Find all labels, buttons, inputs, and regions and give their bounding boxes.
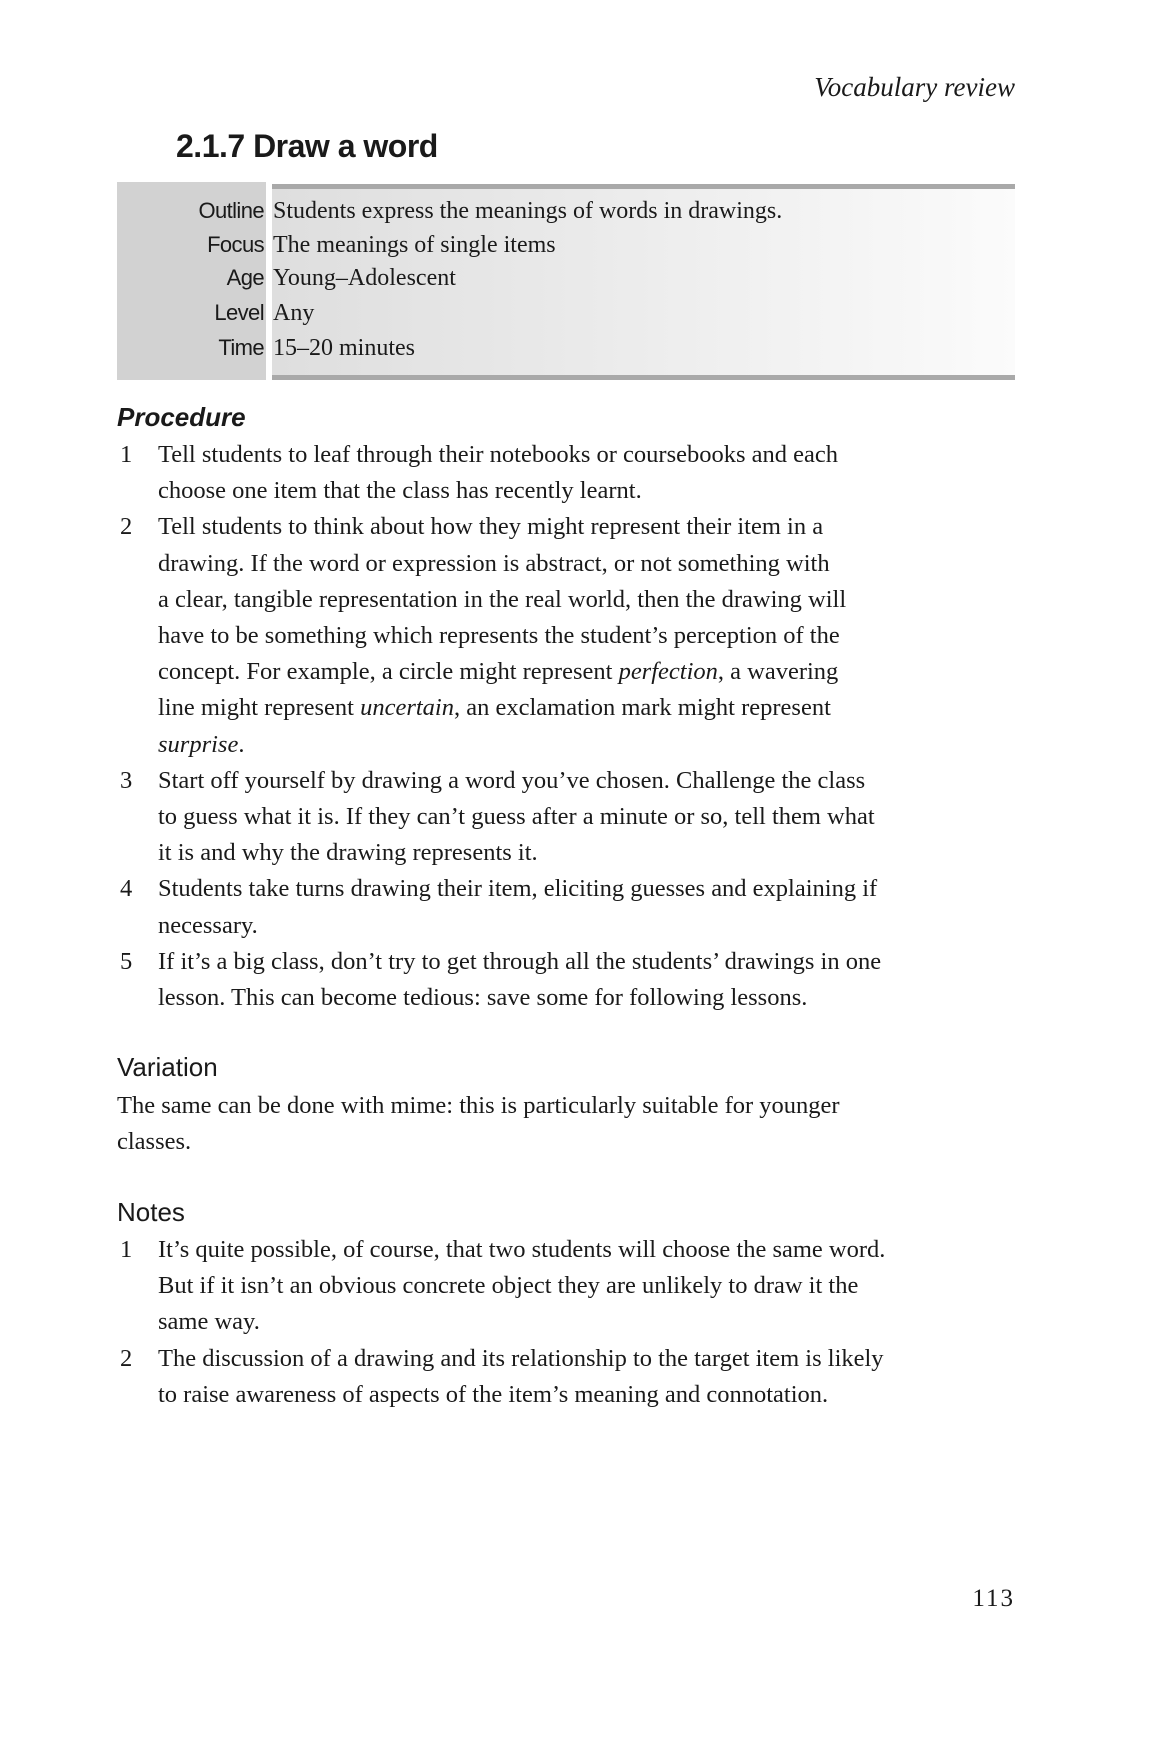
list-item	[117, 437, 1017, 509]
text-segment: to guess what it is. If they can’t guess after a minute or so, tell them what	[158, 803, 875, 831]
text-segment: same way.	[158, 1308, 260, 1336]
text-segment: lesson. This can become tedious: save some for following lessons.	[158, 984, 808, 1012]
info-row-focus	[117, 228, 1015, 262]
text-line	[158, 1341, 1017, 1377]
text-line	[158, 835, 1017, 871]
divider	[272, 375, 1015, 380]
activity-info-box	[117, 182, 1015, 380]
text-segment: It’s quite possible, of course, that two students will choose the same word.	[158, 1236, 886, 1263]
info-label: Outline	[198, 198, 264, 223]
text-segment: But if it isn’t an obvious concrete object they are unlikely to draw it the	[158, 1272, 859, 1300]
notes-heading: Notes	[117, 1197, 185, 1227]
procedure-list	[117, 437, 1017, 1016]
variation-heading: Variation	[117, 1052, 218, 1082]
text-line	[158, 980, 1017, 1016]
info-row-time	[117, 331, 1015, 365]
info-value: Young–Adolescent	[273, 265, 456, 291]
text-line	[117, 1124, 840, 1160]
text-segment: The same can be done with mime: this is particularly suitable for younger	[117, 1092, 840, 1119]
divider	[272, 184, 1015, 189]
item-number: 2	[120, 1344, 133, 1372]
text-segment: concept. For example, a circle might represent	[158, 658, 619, 686]
emphasized-term: surprise	[158, 730, 239, 758]
text-segment: Tell students to think about how they might represent their item in a	[158, 513, 824, 541]
text-line	[158, 509, 1017, 545]
text-line	[158, 1377, 1017, 1413]
text-line	[158, 582, 1017, 618]
text-segment: Start off yourself by drawing a word you’ve chosen. Challenge the class	[158, 766, 866, 794]
info-value: Students express the meanings of words in drawings.	[273, 198, 783, 224]
list-item	[117, 944, 1017, 1016]
item-number: 4	[120, 875, 133, 903]
text-line	[158, 871, 1017, 907]
info-label: Level	[214, 300, 264, 325]
page-number: 113	[972, 1585, 1015, 1612]
text-segment: to raise awareness of aspects of the item’s meaning and connotation.	[158, 1380, 829, 1408]
text-line	[158, 437, 1017, 473]
info-row-outline	[117, 194, 1015, 228]
section-title: 2.1.7 Draw a word	[176, 128, 438, 164]
text-segment: .	[238, 730, 245, 758]
item-number: 1	[120, 441, 133, 468]
text-segment: , an exclamation mark might represent	[453, 694, 831, 722]
text-line	[158, 763, 1017, 799]
variation-text	[117, 1088, 840, 1160]
notes-list	[117, 1232, 1017, 1413]
text-line	[158, 618, 1017, 654]
text-segment: If it’s a big class, don’t try to get through all the students’ drawings in one	[158, 947, 882, 975]
list-item	[117, 871, 1017, 943]
text-segment: a clear, tangible representation in the real world, then the drawing will	[158, 585, 847, 613]
procedure-heading: Procedure	[117, 402, 246, 432]
text-line	[158, 1232, 1017, 1268]
text-segment: necessary.	[158, 911, 258, 939]
text-segment: it is and why the drawing represents it.	[158, 839, 538, 867]
text-line	[158, 944, 1017, 980]
emphasized-term: uncertain	[360, 694, 454, 722]
info-value: 15–20 minutes	[273, 335, 415, 361]
text-line	[158, 1268, 1017, 1304]
text-line	[158, 727, 1017, 763]
text-segment: have to be something which represents the student’s perception of the	[158, 622, 840, 650]
text-segment: Tell students to leaf through their notebooks or coursebooks and each	[158, 441, 839, 468]
text-segment: classes.	[117, 1128, 192, 1156]
text-segment: line might represent	[158, 694, 361, 722]
info-label: Focus	[207, 232, 264, 257]
emphasized-term: perfection	[618, 658, 718, 686]
text-line	[158, 799, 1017, 835]
text-segment: drawing. If the word or expression is abstract, or not something with	[158, 549, 830, 577]
info-label: Time	[218, 335, 264, 360]
text-line	[158, 473, 1017, 509]
text-segment: , a wavering	[717, 658, 839, 686]
info-row-age	[117, 261, 1015, 295]
item-number: 5	[120, 947, 133, 975]
info-row-level	[117, 296, 1015, 330]
item-number: 1	[120, 1236, 133, 1263]
text-segment: choose one item that the class has recently learnt.	[158, 477, 642, 505]
text-line	[117, 1088, 840, 1124]
info-value: Any	[273, 300, 315, 326]
item-number: 2	[120, 513, 133, 541]
info-label: Age	[226, 265, 264, 290]
running-head: Vocabulary review	[814, 72, 1015, 102]
list-item	[117, 763, 1017, 872]
text-line	[158, 690, 1017, 726]
text-segment: The discussion of a drawing and its relationship to the target item is likely	[158, 1344, 884, 1372]
list-item	[117, 1341, 1017, 1413]
list-item	[117, 1232, 1017, 1341]
text-line	[158, 908, 1017, 944]
item-number: 3	[120, 766, 133, 794]
text-line	[158, 1304, 1017, 1340]
text-line	[158, 654, 1017, 690]
text-segment: Students take turns drawing their item, eliciting guesses and explaining if	[158, 875, 878, 903]
info-value: The meanings of single items	[273, 232, 556, 258]
list-item	[117, 509, 1017, 762]
text-line	[158, 546, 1017, 582]
